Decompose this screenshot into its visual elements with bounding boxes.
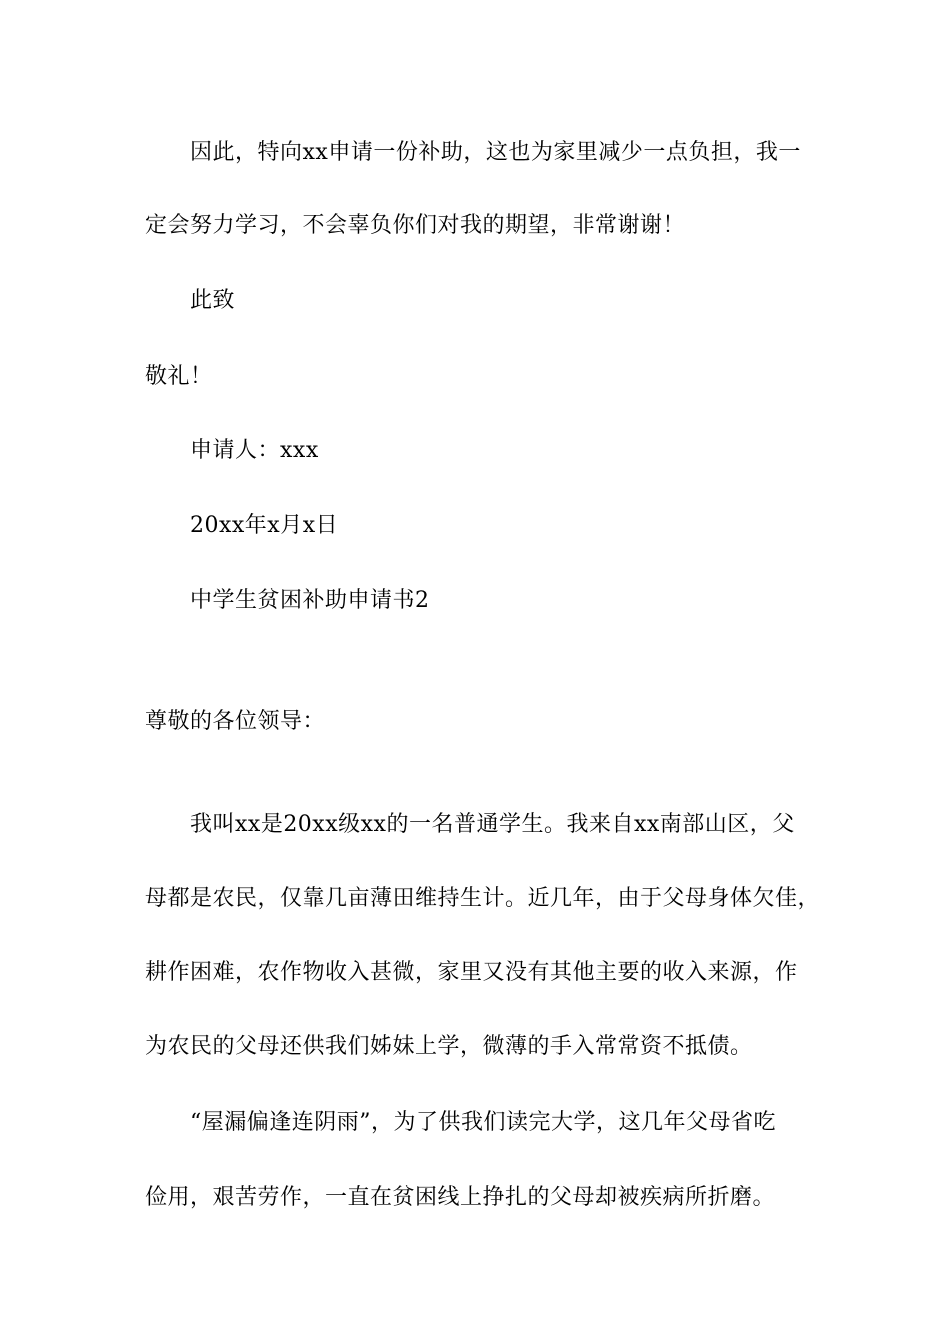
greeting: 尊敬的各位领导： — [145, 709, 326, 734]
paragraph-line: 母都是农民，仅靠几亩薄田维持生计。近几年，由于父母身体欠佳， — [145, 886, 821, 911]
closing-regards: 敬礼！ — [145, 364, 213, 389]
paragraph-line: “屋漏偏逢连阴雨”，为了供我们读完大学，这几年父母省吃 — [190, 1110, 776, 1135]
paragraph-line: 耕作困难，农作物收入甚微，家里又没有其他主要的收入来源，作 — [145, 960, 798, 985]
applicant-signature: 申请人：xxx — [190, 438, 319, 463]
date-line: 20xx年x月x日 — [190, 513, 339, 538]
paragraph-line: 为农民的父母还供我们姊妹上学，微薄的手入常常资不抵债。 — [145, 1034, 753, 1059]
paragraph-line: 因此，特向xx申请一份补助，这也为家里减少一点负担，我一 — [190, 140, 801, 165]
paragraph-line: 定会努力学习，不会辜负你们对我的期望，非常谢谢！ — [145, 213, 686, 238]
closing-salutation: 此致 — [190, 288, 236, 313]
paragraph-line: 俭用，艰苦劳作，一直在贫困线上挣扎的父母却被疾病所折磨。 — [145, 1185, 776, 1210]
paragraph-line: 我叫xx是20xx级xx的一名普通学生。我来自xx南部山区，父 — [190, 812, 795, 837]
section-title: 中学生贫困补助申请书2 — [190, 588, 430, 613]
